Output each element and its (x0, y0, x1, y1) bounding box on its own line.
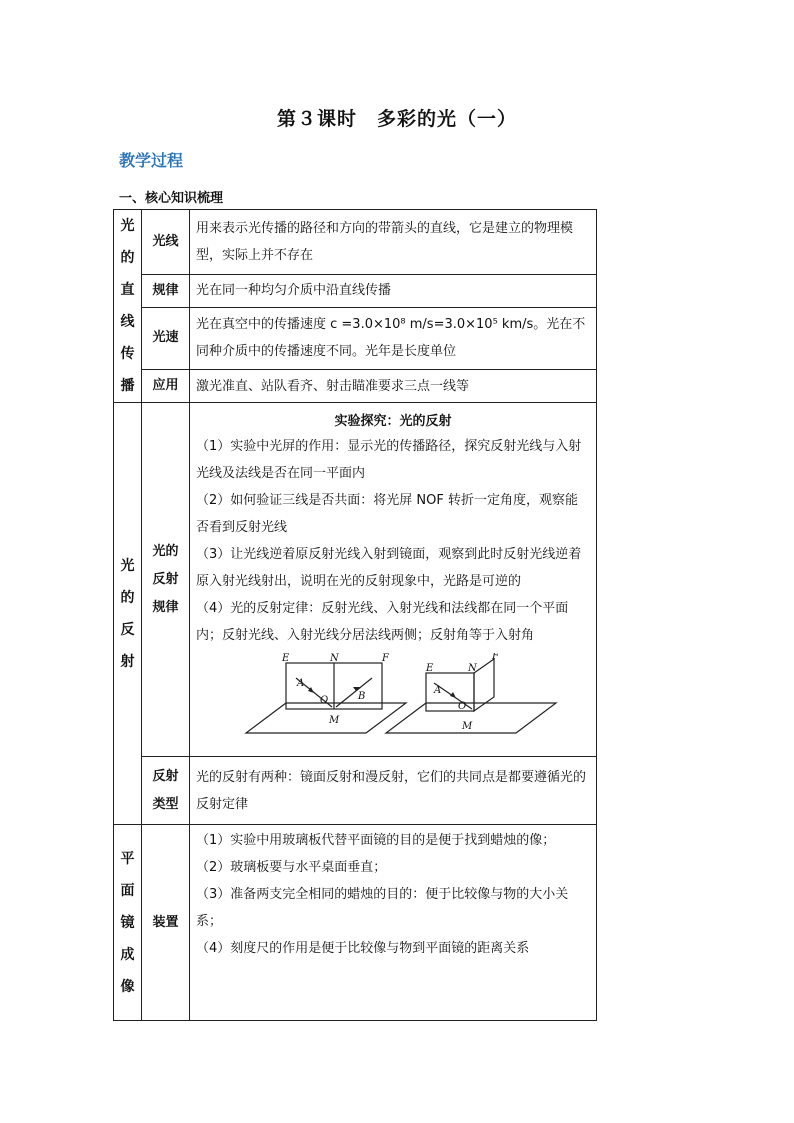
section-heading: 教学过程 (119, 151, 184, 170)
label-B: B (358, 690, 366, 702)
row-label: 规律 (142, 275, 190, 308)
row-content: 用来表示光传播的路径和方向的带箭头的直线，它是建立的物理模型，实际上并不存在 (190, 210, 597, 275)
row-content (190, 825, 597, 1021)
group-label: 光 的 直 线 传 播 (114, 210, 142, 403)
table-row (114, 210, 597, 275)
row-content (190, 403, 597, 757)
reflection-figure (196, 653, 590, 743)
row-label: 反射 类型 (142, 757, 190, 825)
reflection-apparatus-diagram (196, 653, 596, 743)
label-M: M (329, 714, 340, 726)
table-row (114, 275, 597, 308)
row-content: 激光准直、站队看齐、射击瞄准要求三点一线等 (190, 370, 597, 403)
row-label: 光的 反射 规律 (142, 403, 190, 757)
table-row (114, 403, 597, 757)
label-E: E (282, 652, 290, 664)
label-A: A (434, 684, 442, 696)
group-label: 平 面 镜 成 像 (114, 825, 142, 1021)
row-label: 光线 (142, 210, 190, 275)
table-row (114, 757, 597, 825)
experiment-title: 实验探究：光的反射 (334, 413, 452, 429)
subsection-heading: 一、核心知识梳理 (119, 191, 224, 206)
row-content: 光的反射有两种：镜面反射和漫反射，它们的共同点是都要遵循光的反射定律 (190, 757, 597, 825)
table-row (114, 825, 597, 1021)
label-E: E (426, 662, 434, 674)
list-item: （1）实验中用玻璃板代替平面镜的目的是便于找到蜡烛的像； (196, 833, 556, 848)
label-O: O (458, 700, 467, 712)
list-item: （4）光的反射定律：反射光线、入射光线和法线都在同一个平面内；反射光线、入射光线分居法线两侧；反射角等于入射角 (196, 600, 569, 643)
page-title: 第３课时 多彩的光（一） (276, 108, 517, 130)
label-N: N (330, 652, 339, 664)
row-content: 光在同一种均匀介质中沿直线传播 (190, 275, 597, 308)
list-item: （1）实验中光屏的作用：显示光的传播路径，探究反射光线与入射光线及法线是否在同一平面内 (196, 438, 582, 481)
list-item: （2）如何验证三线是否共面：将光屏 NOF 转折一定角度，观察能否看到反射光线 (196, 492, 578, 535)
label-F: F (492, 652, 499, 662)
list-item: （3）准备两支完全相同的蜡烛的目的：便于比较像与物的大小关系； (196, 887, 569, 929)
row-label: 光速 (142, 307, 190, 370)
list-item: （3）让光线逆着原反射光线入射到镜面，观察到此时反射光线逆着原入射光线射出，说明在光的反射现象中，光路是可逆的 (196, 546, 582, 589)
list-item: （2）玻璃板要与水平桌面垂直； (196, 860, 387, 875)
row-label: 应用 (142, 370, 190, 403)
table-row (114, 307, 597, 370)
label-A: A (297, 677, 305, 689)
label-N: N (468, 662, 477, 674)
row-label: 装置 (142, 825, 190, 1021)
label-F: F (382, 652, 389, 664)
row-content: 光在真空中的传播速度 c =3.0×10⁸ m/s=3.0×10⁵ km/s。光在不同种介质中的传播速度不同。光年是长度单位 (190, 307, 597, 370)
knowledge-table (113, 209, 597, 1021)
label-M: M (462, 720, 473, 732)
table-row (114, 370, 597, 403)
list-item: （4）刻度尺的作用是便于比较像与物到平面镜的距离关系 (196, 941, 530, 956)
group-label: 光 的 反 射 (114, 403, 142, 825)
label-O: O (320, 694, 329, 706)
